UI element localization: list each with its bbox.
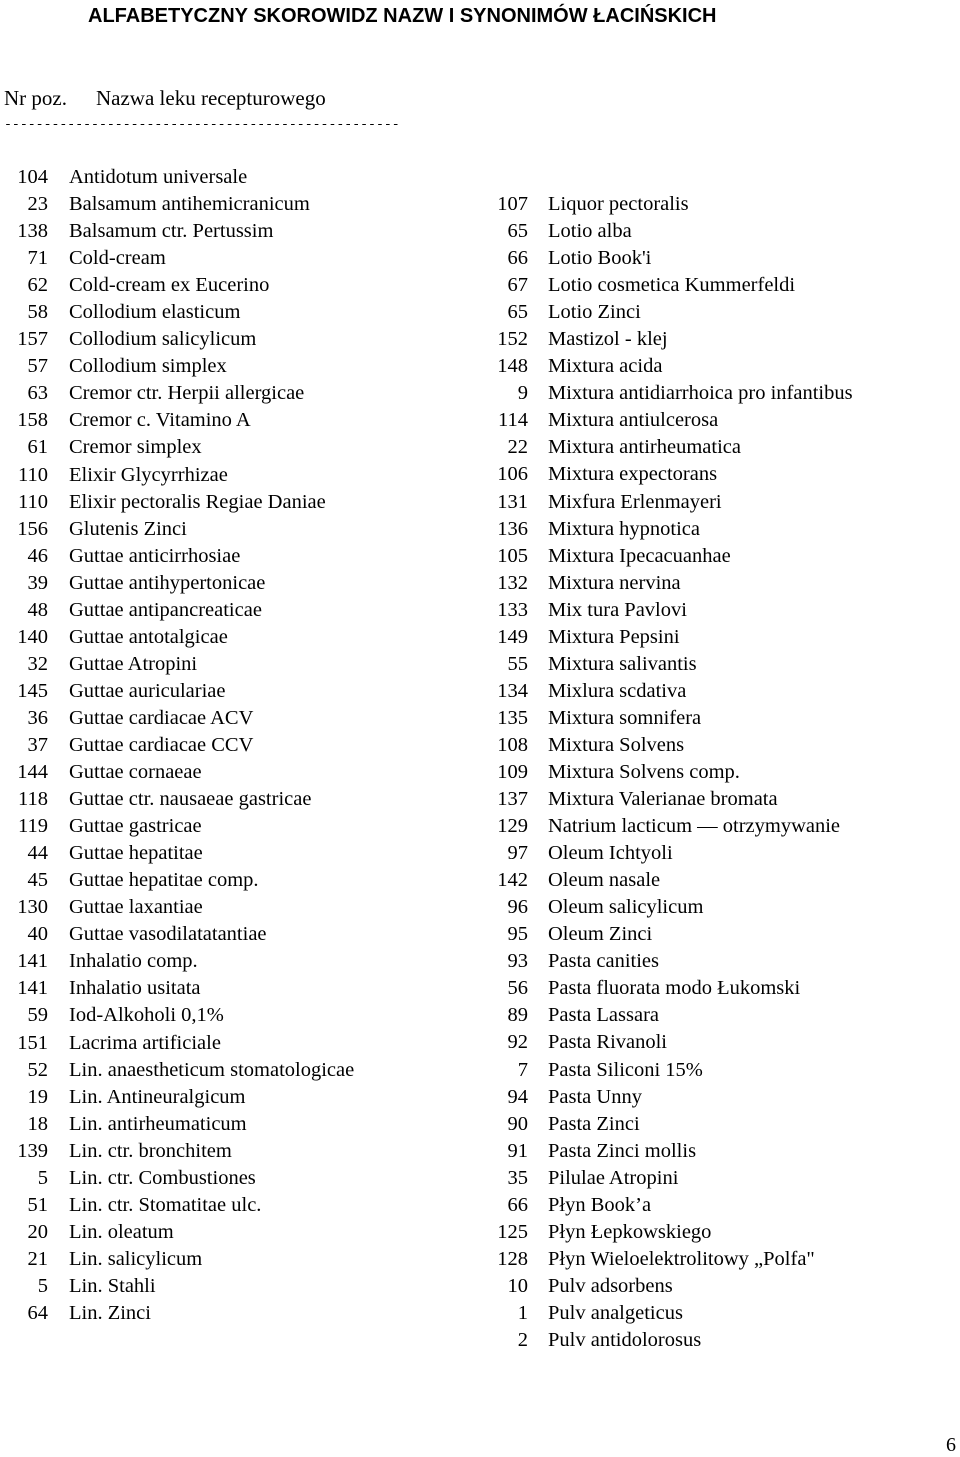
page-number: 6 bbox=[946, 1434, 956, 1456]
index-entry bbox=[468, 1002, 853, 1029]
entry-name: Lacrima artificiale bbox=[69, 1031, 221, 1054]
index-entry bbox=[468, 434, 853, 461]
index-entry bbox=[468, 245, 853, 272]
index-entry bbox=[0, 1030, 354, 1057]
index-entry bbox=[468, 921, 853, 948]
entry-name: Mixtura Solvens bbox=[548, 733, 685, 756]
index-entry bbox=[0, 678, 354, 705]
entry-name: Mix tura Pavlovi bbox=[548, 598, 687, 621]
entry-number: 92 bbox=[507, 1031, 528, 1054]
entry-name: Guttae cornaeae bbox=[69, 761, 202, 784]
entry-name: Mixtura hypnotica bbox=[548, 517, 701, 540]
entry-name: Oleum Zinci bbox=[548, 923, 653, 946]
index-entry bbox=[468, 1300, 853, 1327]
entry-number: 138 bbox=[17, 220, 48, 243]
entry-number: 64 bbox=[27, 1301, 48, 1324]
index-entry bbox=[0, 1273, 354, 1300]
index-entry bbox=[468, 461, 853, 488]
entry-number: 114 bbox=[498, 409, 528, 432]
entry-name: Guttae hepatitae comp. bbox=[69, 869, 259, 892]
index-entry bbox=[0, 164, 354, 191]
entry-number: 119 bbox=[18, 815, 48, 838]
entry-number: 22 bbox=[507, 436, 528, 459]
entry-number: 91 bbox=[507, 1139, 528, 1162]
entry-name: Balsamum antihemicranicum bbox=[69, 193, 310, 216]
entry-name: Mixtura salivantis bbox=[548, 652, 697, 675]
entry-number: 144 bbox=[17, 761, 48, 784]
index-entry bbox=[0, 948, 354, 975]
entry-number: 96 bbox=[507, 896, 528, 919]
entry-name: Mixlura scdativa bbox=[548, 679, 687, 702]
entry-name: Pasta Zinci bbox=[548, 1112, 640, 1135]
entry-number: 45 bbox=[27, 869, 48, 892]
entry-number: 152 bbox=[497, 328, 528, 351]
entry-name: Lotio alba bbox=[548, 220, 632, 243]
entry-name: Cremor ctr. Herpii allergicae bbox=[69, 382, 305, 405]
index-entry bbox=[468, 624, 853, 651]
index-entry bbox=[468, 1084, 853, 1111]
index-entry bbox=[468, 786, 853, 813]
document-title: ALFABETYCZNY SKOROWIDZ NAZW I SYNONIMÓW ŁACIŃSKICH bbox=[88, 5, 717, 27]
entry-number: 97 bbox=[507, 842, 528, 865]
entry-number: 133 bbox=[497, 598, 528, 621]
entry-number: 140 bbox=[17, 625, 48, 648]
entry-name: Pasta canities bbox=[548, 950, 660, 973]
index-entry bbox=[0, 705, 354, 732]
entry-name: Pasta Siliconi 15% bbox=[548, 1058, 703, 1081]
entry-name: Pasta Lassara bbox=[548, 1004, 659, 1027]
entry-number: 65 bbox=[507, 220, 528, 243]
index-entry bbox=[468, 326, 853, 353]
index-entry bbox=[0, 299, 354, 326]
entry-number: 141 bbox=[17, 950, 48, 973]
entry-number: 57 bbox=[27, 355, 48, 378]
entry-number: 55 bbox=[507, 652, 528, 675]
entry-number: 39 bbox=[27, 571, 48, 594]
index-entry bbox=[0, 1246, 354, 1273]
entry-name: Lin. oleatum bbox=[69, 1220, 174, 1243]
entry-number: 136 bbox=[497, 517, 528, 540]
index-entry bbox=[468, 1192, 853, 1219]
entry-number: 59 bbox=[27, 1004, 48, 1027]
entry-name: Guttae antipancreaticae bbox=[69, 598, 262, 621]
nr-column-label: Nr poz. bbox=[4, 86, 67, 110]
entry-number: 131 bbox=[497, 490, 528, 513]
entry-number: 48 bbox=[27, 598, 48, 621]
index-entry bbox=[468, 759, 853, 786]
index-entry bbox=[0, 462, 354, 489]
index-entry bbox=[468, 705, 853, 732]
index-entry bbox=[468, 1165, 853, 1192]
name-column-label: Nazwa leku recepturowego bbox=[96, 86, 326, 110]
entry-number: 2 bbox=[517, 1328, 528, 1351]
entry-number: 36 bbox=[27, 706, 48, 729]
index-entry bbox=[0, 1192, 354, 1219]
entry-number: 56 bbox=[507, 977, 528, 1000]
index-entry bbox=[468, 272, 853, 299]
entry-number: 156 bbox=[17, 517, 48, 540]
entry-number: 110 bbox=[18, 490, 48, 513]
entry-number: 142 bbox=[497, 869, 528, 892]
entry-name: Lin. antirheumaticum bbox=[69, 1112, 247, 1135]
entry-number: 66 bbox=[507, 247, 528, 270]
index-entry bbox=[0, 1111, 354, 1138]
entry-number: 158 bbox=[17, 409, 48, 432]
entry-name: Elixir pectoralis Regiae Daniae bbox=[69, 490, 326, 513]
entry-name: Pulv analgeticus bbox=[548, 1301, 683, 1324]
index-entry bbox=[468, 867, 853, 894]
entry-name: Pasta fluorata modo Łukomski bbox=[548, 977, 801, 1000]
index-entry bbox=[468, 489, 853, 516]
index-entry bbox=[0, 326, 354, 353]
entry-name: Liquor pectoralis bbox=[548, 193, 689, 215]
entry-name: Lin. Stahli bbox=[69, 1274, 156, 1297]
entry-number: 46 bbox=[27, 544, 48, 567]
entry-name: Pulv adsorbens bbox=[548, 1274, 673, 1297]
entry-number: 66 bbox=[507, 1193, 528, 1216]
index-entry bbox=[468, 678, 853, 705]
entry-number: 44 bbox=[27, 842, 48, 865]
entry-name: Pasta Zinci mollis bbox=[548, 1139, 697, 1162]
entry-number: 32 bbox=[27, 652, 48, 675]
entry-number: 141 bbox=[17, 977, 48, 1000]
entry-number: 52 bbox=[27, 1058, 48, 1081]
entry-name: Mixtura expectorans bbox=[548, 463, 718, 486]
entry-number: 139 bbox=[17, 1139, 48, 1162]
index-entry bbox=[0, 353, 354, 380]
entry-number: 20 bbox=[27, 1220, 48, 1243]
entry-number: 5 bbox=[37, 1274, 48, 1297]
index-entry bbox=[0, 975, 354, 1002]
entry-number: 10 bbox=[507, 1274, 528, 1297]
entry-name: Inhalatio comp. bbox=[69, 950, 198, 973]
entry-number: 157 bbox=[17, 328, 48, 351]
entry-name: Balsamum ctr. Pertussim bbox=[69, 220, 274, 243]
index-entry bbox=[468, 218, 853, 245]
entry-name: Cremor simplex bbox=[69, 436, 202, 459]
entry-name: Lotio cosmetica Kummerfeldi bbox=[548, 274, 796, 297]
entry-name: Guttae Atropini bbox=[69, 652, 198, 675]
entry-number: 94 bbox=[507, 1085, 528, 1108]
entry-name: Collodium simplex bbox=[69, 355, 227, 378]
index-entry bbox=[0, 1002, 354, 1029]
entry-name: Pulv antidolorosus bbox=[548, 1328, 702, 1351]
index-entry bbox=[0, 732, 354, 759]
entry-name: Mixfura Erlenmayeri bbox=[548, 490, 722, 513]
entry-name: Pilulae Atropini bbox=[548, 1166, 679, 1189]
index-entry bbox=[468, 516, 853, 543]
index-entry bbox=[468, 651, 853, 678]
index-entry bbox=[0, 434, 354, 461]
entry-name: Cold-cream ex Eucerino bbox=[69, 274, 270, 297]
index-entry bbox=[468, 1219, 853, 1246]
index-entry bbox=[0, 1138, 354, 1165]
entry-name: Cremor c. Vitamino A bbox=[69, 409, 251, 432]
entry-number: 105 bbox=[497, 544, 528, 567]
entry-name: Płyn Łepkowskiego bbox=[548, 1220, 712, 1243]
index-entry bbox=[468, 1327, 853, 1354]
entry-name: Oleum Ichtyoli bbox=[548, 842, 673, 865]
entry-name: Guttae anticirrhosiae bbox=[69, 544, 241, 567]
entry-name: Glutenis Zinci bbox=[69, 517, 187, 540]
entry-name: Mixtura Pepsini bbox=[548, 625, 680, 648]
entry-name: Guttae hepatitae bbox=[69, 842, 203, 865]
index-entry bbox=[468, 299, 853, 326]
entry-name: Lotio Book'i bbox=[548, 247, 652, 270]
header-separator: -------------------------------------------------- bbox=[4, 117, 400, 132]
entry-number: 109 bbox=[497, 760, 528, 783]
index-entry bbox=[0, 894, 354, 921]
entry-number: 137 bbox=[497, 788, 528, 811]
entry-number: 106 bbox=[497, 463, 528, 486]
entry-name: Mastizol - klej bbox=[548, 328, 668, 351]
entry-name: Inhalatio usitata bbox=[69, 977, 201, 1000]
entry-number: 134 bbox=[497, 679, 528, 702]
entry-name: Płyn Book’a bbox=[548, 1193, 652, 1216]
index-entry bbox=[0, 840, 354, 867]
index-entry bbox=[468, 1138, 853, 1165]
index-entry bbox=[0, 1165, 354, 1192]
index-entry bbox=[0, 380, 354, 407]
entry-name: Mixtura Solvens comp. bbox=[548, 760, 740, 783]
index-entry bbox=[468, 597, 853, 624]
entry-name: Collodium salicylicum bbox=[69, 328, 257, 351]
entry-name: Lin. ctr. Stomatitae ulc. bbox=[69, 1193, 262, 1216]
entry-number: 21 bbox=[27, 1247, 48, 1270]
entry-number: 89 bbox=[507, 1004, 528, 1027]
index-entry bbox=[468, 380, 853, 407]
index-entry bbox=[0, 191, 354, 218]
index-entry bbox=[0, 651, 354, 678]
entry-name: Guttae laxantiae bbox=[69, 896, 203, 919]
index-entry bbox=[468, 1273, 853, 1300]
index-entry bbox=[0, 813, 354, 840]
entry-number: 151 bbox=[17, 1031, 48, 1054]
index-entry bbox=[0, 786, 354, 813]
index-entry bbox=[468, 894, 853, 921]
entry-name: Mixtura antiulcerosa bbox=[548, 409, 719, 432]
index-entry bbox=[468, 407, 853, 434]
entry-name: Mixtura nervina bbox=[548, 571, 681, 594]
entry-number: 130 bbox=[17, 896, 48, 919]
entry-name: Oleum nasale bbox=[548, 869, 661, 892]
entry-number: 107 bbox=[497, 193, 528, 215]
index-entry bbox=[0, 1057, 354, 1084]
entry-name: Guttae gastricae bbox=[69, 815, 202, 838]
entry-number: 125 bbox=[497, 1220, 528, 1243]
index-entry bbox=[468, 570, 853, 597]
index-entry bbox=[0, 407, 354, 434]
entry-name: Guttae vasodilatatantiae bbox=[69, 923, 267, 946]
entry-number: 62 bbox=[27, 274, 48, 297]
entry-number: 58 bbox=[27, 301, 48, 324]
entry-number: 37 bbox=[27, 733, 48, 756]
entry-name: Mixtura acida bbox=[548, 355, 663, 378]
index-entry bbox=[468, 191, 853, 218]
entry-name: Collodium elasticum bbox=[69, 301, 241, 324]
entry-name: Guttae cardiacae CCV bbox=[69, 733, 254, 756]
entry-number: 18 bbox=[27, 1112, 48, 1135]
entry-name: Guttae ctr. nausaeae gastricae bbox=[69, 788, 312, 811]
index-entry bbox=[0, 1084, 354, 1111]
entry-number: 132 bbox=[497, 571, 528, 594]
index-entry bbox=[0, 1219, 354, 1246]
index-entry bbox=[0, 489, 354, 516]
entry-number: 129 bbox=[497, 815, 528, 838]
entry-name: Lin. ctr. Combustiones bbox=[69, 1166, 256, 1189]
entry-number: 35 bbox=[507, 1166, 528, 1189]
index-entry bbox=[0, 597, 354, 624]
index-entry bbox=[0, 624, 354, 651]
entry-name: Cold-cream bbox=[69, 247, 166, 270]
entry-name: Mixtura antidiarrhoica pro infantibus bbox=[548, 382, 853, 405]
entry-name: Guttae auriculariae bbox=[69, 679, 226, 702]
entry-number: 128 bbox=[497, 1247, 528, 1270]
index-entry bbox=[0, 1300, 354, 1327]
entry-number: 135 bbox=[497, 706, 528, 729]
entry-name: Lin. ctr. bronchitem bbox=[69, 1139, 232, 1162]
entry-number: 5 bbox=[37, 1166, 48, 1189]
entry-number: 148 bbox=[497, 355, 528, 378]
entry-number: 93 bbox=[507, 950, 528, 973]
entry-number: 19 bbox=[27, 1085, 48, 1108]
index-entry bbox=[468, 1057, 853, 1084]
entry-name: Pasta Rivanoli bbox=[548, 1031, 668, 1054]
index-column-left bbox=[0, 164, 354, 1327]
entry-number: 1 bbox=[517, 1301, 528, 1324]
column-header bbox=[4, 84, 326, 112]
entry-number: 108 bbox=[497, 733, 528, 756]
entry-name: Iod-Alkoholi 0,1% bbox=[69, 1004, 224, 1027]
entry-name: Elixir Glycyrrhizae bbox=[69, 463, 228, 486]
index-entry bbox=[468, 353, 853, 380]
index-entry bbox=[0, 218, 354, 245]
entry-name: Lotio Zinci bbox=[548, 301, 641, 324]
index-entry bbox=[468, 813, 853, 840]
entry-number: 110 bbox=[18, 463, 48, 486]
entry-number: 104 bbox=[17, 166, 48, 188]
entry-number: 63 bbox=[27, 382, 48, 405]
entry-number: 90 bbox=[507, 1112, 528, 1135]
entry-name: Lin. anaestheticum stomatologicae bbox=[69, 1058, 355, 1081]
index-entry bbox=[0, 272, 354, 299]
entry-name: Lin. salicylicum bbox=[69, 1247, 203, 1270]
entry-name: Guttae antihypertonicae bbox=[69, 571, 266, 594]
entry-name: Mixtura Valerianae bromata bbox=[548, 788, 778, 811]
index-entry bbox=[468, 1246, 853, 1273]
entry-name: Mixtura antirheumatica bbox=[548, 436, 741, 459]
index-entry bbox=[468, 948, 853, 975]
index-entry bbox=[468, 543, 853, 570]
index-entry bbox=[468, 840, 853, 867]
entry-number: 7 bbox=[517, 1058, 528, 1081]
index-entry bbox=[0, 867, 354, 894]
entry-name: Mixtura Ipecacuanhae bbox=[548, 544, 731, 567]
entry-number: 95 bbox=[507, 923, 528, 946]
entry-number: 71 bbox=[27, 247, 48, 270]
entry-name: Guttae cardiacae ACV bbox=[69, 706, 254, 729]
index-entry bbox=[0, 921, 354, 948]
entry-number: 61 bbox=[27, 436, 48, 459]
index-entry bbox=[468, 975, 853, 1002]
index-entry bbox=[0, 543, 354, 570]
entry-name: Lin. Antineuralgicum bbox=[69, 1085, 246, 1108]
entry-name: Natrium lacticum — otrzymywanie bbox=[548, 815, 841, 838]
entry-number: 149 bbox=[497, 625, 528, 648]
entry-number: 9 bbox=[517, 382, 528, 405]
index-column-right bbox=[468, 191, 853, 1354]
index-entry bbox=[0, 516, 354, 543]
entry-name: Guttae antotalgicae bbox=[69, 625, 228, 648]
entry-name: Lin. Zinci bbox=[69, 1301, 151, 1324]
index-entry bbox=[468, 1029, 853, 1056]
entry-number: 23 bbox=[27, 193, 48, 216]
entry-name: Pasta Unny bbox=[548, 1085, 642, 1108]
entry-number: 65 bbox=[507, 301, 528, 324]
entry-name: Mixtura somnifera bbox=[548, 706, 702, 729]
entry-number: 118 bbox=[18, 788, 48, 811]
entry-name: Oleum salicylicum bbox=[548, 896, 704, 919]
index-entry bbox=[0, 570, 354, 597]
index-entry bbox=[0, 245, 354, 272]
entry-number: 67 bbox=[507, 274, 528, 297]
entry-number: 51 bbox=[27, 1193, 48, 1216]
index-entry bbox=[468, 1111, 853, 1138]
entry-number: 40 bbox=[27, 923, 48, 946]
entry-name: Płyn Wieloelektrolitowy „Polfa" bbox=[548, 1247, 815, 1270]
index-entry bbox=[468, 732, 853, 759]
entry-name: Antidotum universale bbox=[69, 166, 248, 188]
index-entry bbox=[0, 759, 354, 786]
entry-number: 145 bbox=[17, 679, 48, 702]
